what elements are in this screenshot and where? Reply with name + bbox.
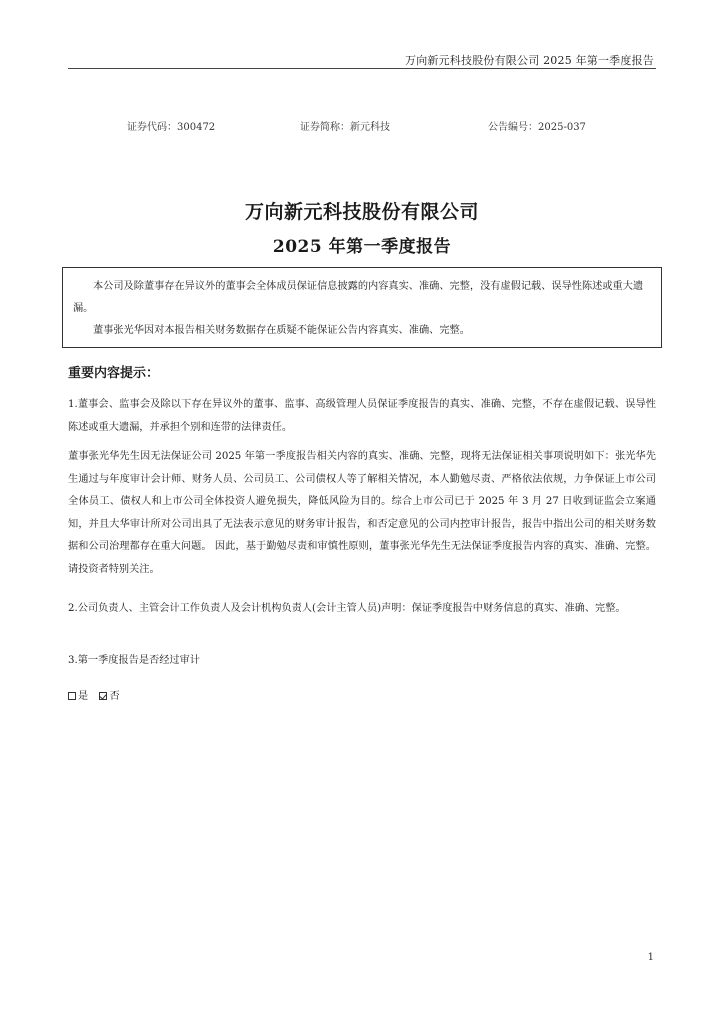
header-divider — [68, 68, 656, 69]
paragraph-text: 3.第一季度报告是否经过审计 — [68, 655, 200, 666]
company-title: 万向新元科技股份有限公司 — [244, 201, 479, 223]
announcement-number: 公告编号：2025-037 — [488, 122, 586, 133]
checkbox-unchecked-icon — [68, 692, 76, 700]
paragraph-text: 董事张光华先生因无法保证公司 2025 年第一季度报告相关内容的真实、准确、完整，现将无法保证相关事项说明如下：张光华先生通过与年度审计会计师、财务人员、公司员工、公司债权人等了解相关情况，本人勤勉尽责、严格依法依规，力争保证上市公司全体员工、债权人和上市公司全体投资人避免损失，降低风险为目的。综合上市公司已于 2025 年 3 月 27 日收到证监会立案通知，并且大华审计所对公司出具了无法表示意见的财务审计报告，和否定意见的公司内控审计报告，报告中指出公司的相关财务数据和公司治理都存在重大问题。 因此，基于勤勉尽责和审慎性原则，董事张光华先生无法保证季度报告内容的真实、准确、完整。请投资者特别关注。 — [68, 451, 656, 575]
checkbox-checked-icon — [99, 692, 107, 700]
running-header: 万向新元科技股份有限公司 2025 年第一季度报告 — [405, 54, 654, 67]
disclaimer-line-1: 本公司及除董事存在异议外的董事会全体成员保证信息披露的内容真实、准确、完整，没有虚假记载、误导性陈述或重大遗漏。 — [73, 281, 644, 314]
security-short-name: 证券简称：新元科技 — [300, 122, 390, 133]
option-yes-label: 是 — [78, 691, 89, 702]
report-title: 2025 年第一季度报告 — [272, 237, 452, 257]
paragraph-financial-declaration — [68, 598, 656, 621]
option-no-label: 否 — [109, 691, 120, 702]
paragraph-director-objection — [68, 446, 656, 581]
disclaimer-box — [62, 267, 662, 348]
audit-option-no — [99, 691, 119, 702]
paragraph-text: 1.董事会、监事会及除以下存在异议外的董事、监事、高级管理人员保证季度报告的真实、准确、完整，不存在虚假记载、误导性陈述或重大遗漏，并承担个别和连带的法律责任。 — [68, 399, 656, 433]
audit-options — [68, 686, 656, 709]
audit-option-yes — [68, 691, 91, 702]
page-number: 1 — [647, 952, 654, 963]
disclaimer-line-2: 董事张光华因对本报告相关财务数据存在质疑不能保证公告内容真实、准确、完整。 — [93, 325, 470, 336]
security-code: 证券代码：300472 — [127, 122, 216, 133]
section-heading: 重要内容提示： — [68, 366, 160, 381]
paragraph-text: 2.公司负责人、主管会计工作负责人及会计机构负责人(会计主管人员)声明：保证季度报告中财务信息的真实、准确、完整。 — [68, 603, 626, 614]
paragraph-board-statement — [68, 394, 656, 439]
paragraph-audit-question — [68, 650, 656, 673]
